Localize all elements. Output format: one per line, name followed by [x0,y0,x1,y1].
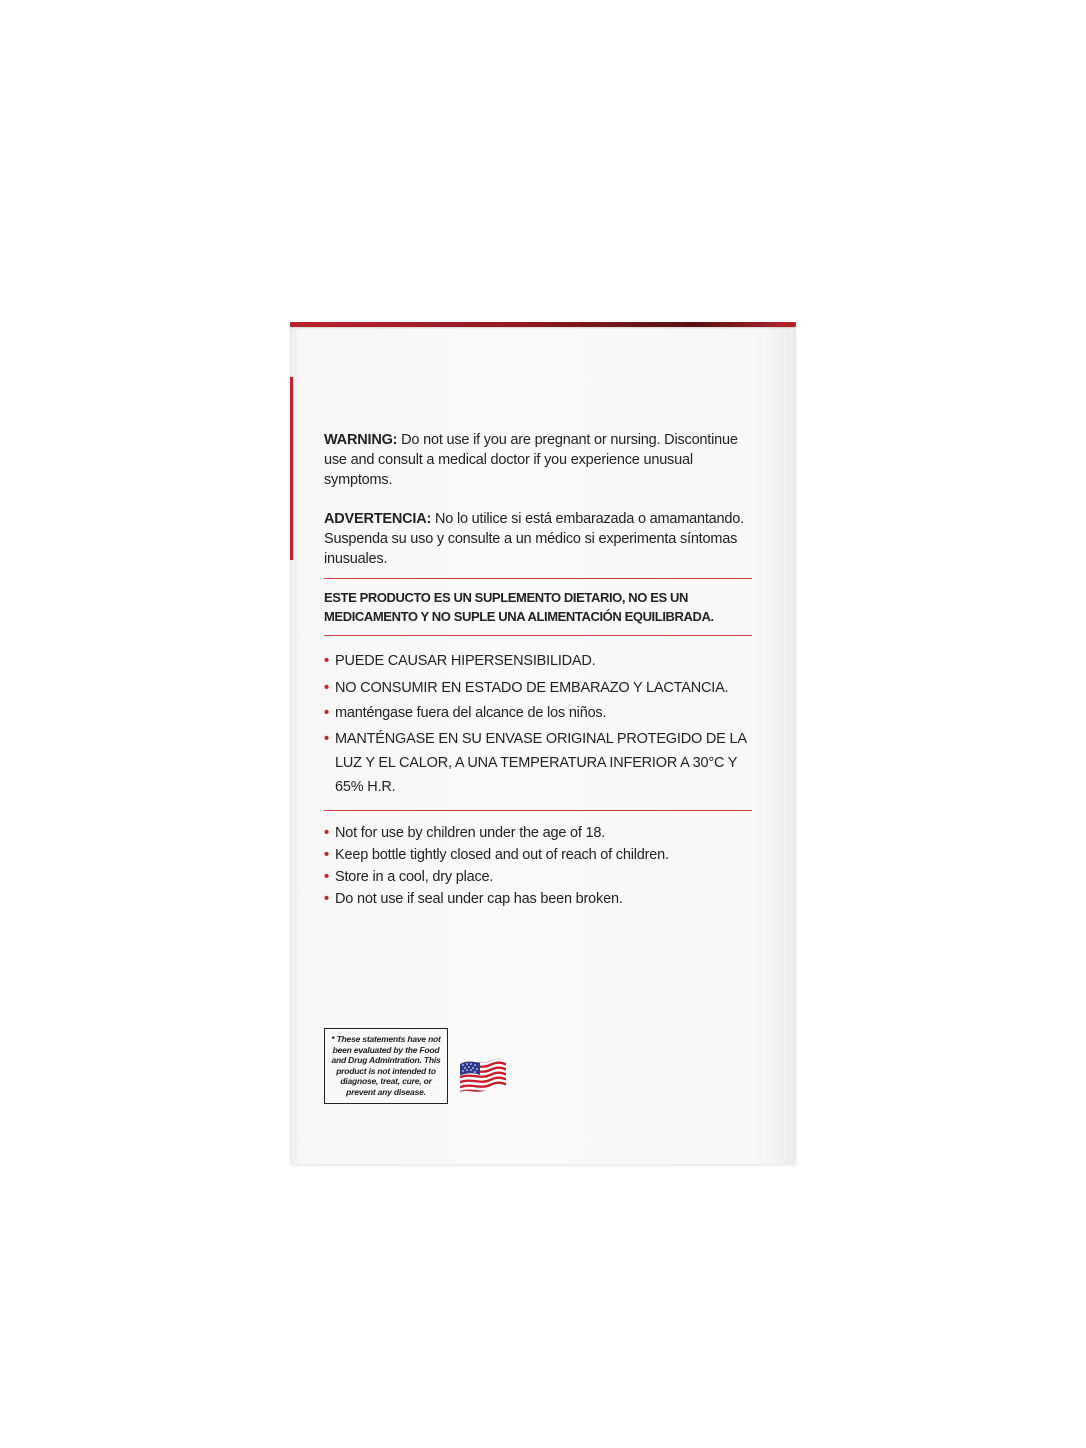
divider-rule [324,810,752,811]
list-item [324,649,752,673]
list-item-text: Not for use by children under the age of 18. [335,825,606,841]
bullet-icon: • [324,705,329,721]
divider-rule [324,578,752,579]
spanish-precautions-list [324,649,752,799]
bullet-icon: • [324,731,329,747]
bullet-icon: • [324,680,329,696]
list-item [324,822,752,844]
list-item-text: NO CONSUMIR EN ESTADO DE EMBARAZO Y LACTANCIA. [335,680,729,696]
list-item-text: Store in a cool, dry place. [335,869,494,885]
bullet-icon: • [324,847,329,863]
list-item [324,676,752,700]
list-item [324,703,752,723]
bullet-icon: • [324,825,329,841]
advertencia-label: ADVERTENCIA: [324,511,432,527]
fda-disclaimer-box: * These statements have not been evaluated by the Food and Drug Admintration. This product is not intended to diagnose, treat, cure, or prevent any disease. [324,1028,448,1104]
supplement-notice: ESTE PRODUCTO ES UN SUPLEMENTO DIETARIO, NO ES UN MEDICAMENTO Y NO SUPLE UNA ALIMENTACIÓN EQUILIBRADA. [324,590,714,624]
advertencia-paragraph [324,509,752,569]
english-precautions-list [324,822,752,910]
list-item [324,844,752,866]
list-item-text: PUEDE CAUSAR HIPERSENSIBILIDAD. [335,653,596,669]
list-item [324,727,752,799]
list-item [324,866,752,888]
warning-text: Do not use if you are pregnant or nursing. Discontinue use and consult a medical doctor if you experience unusual symptoms. [324,432,738,488]
list-item-text: MANTÉNGASE EN SU ENVASE ORIGINAL PROTEGIDO DE LA LUZ Y EL CALOR, A UNA TEMPERATURA INFERIOR A 30°C Y 65% H.R. [335,731,746,795]
label-content [324,430,752,910]
divider-rule [324,635,752,636]
red-accent-stripe [290,377,293,560]
flag-body [458,1056,508,1096]
warning-paragraph [324,430,752,490]
bullet-icon: • [324,653,329,669]
list-item-text: Do not use if seal under cap has been broken. [335,891,623,907]
list-item [324,888,752,910]
list-item-text: manténgase fuera del alcance de los niños. [335,705,607,721]
product-box-side-panel [290,322,796,1164]
bullet-icon: • [324,869,329,885]
bullet-icon: • [324,891,329,907]
us-flag-icon [458,1056,508,1096]
warning-label: WARNING: [324,432,398,448]
list-item-text: Keep bottle tightly closed and out of reach of children. [335,847,669,863]
advertencia-text: No lo utilice si está embarazada o amamantando. Suspenda su uso y consulte a un médico si experimenta síntomas inusuales. [324,511,744,567]
box-top-edge [290,322,796,327]
